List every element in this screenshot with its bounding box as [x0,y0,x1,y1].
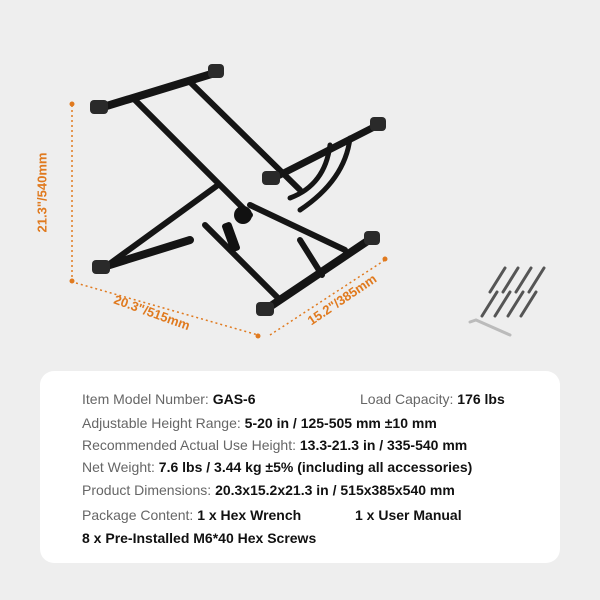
product-dimensions-label: Product Dimensions: [82,482,212,498]
package-item-user-manual: 1 x User Manual [355,507,462,523]
product-dimensions-value: 20.3x15.2x21.3 in / 515x385x540 mm [215,482,455,498]
product-dimensions-row [82,482,455,498]
height-dimension-label: 21.3"/540mm [34,152,50,233]
package-content-label: Package Content: [82,507,194,523]
specifications-card [40,371,560,563]
recommended-height-row [82,437,467,453]
net-weight-label: Net Weight: [82,459,155,475]
recommended-height-value: 13.3-21.3 in / 335-540 mm [299,437,468,453]
recommended-height-label: Recommended Actual Use Height: [82,437,296,453]
net-weight-value: 7.6 lbs / 3.44 kg ±5% (including all accessories) [158,459,473,475]
package-item-hex-wrench: 1 x Hex Wrench [197,507,302,523]
depth-dimension-label: 15.2"/385mm [304,270,380,329]
stand-frame [100,72,378,310]
model-value: GAS-6 [212,391,256,407]
package-content-row [82,507,301,523]
model-label: Item Model Number: [82,391,209,407]
load-row [360,391,505,407]
net-weight-row [82,459,472,475]
adjustable-height-label: Adjustable Height Range: [82,415,241,431]
package-item-manual-row [355,507,462,523]
adjustable-height-value: 5-20 in / 125-505 mm ±10 mm [244,415,437,431]
load-label: Load Capacity: [360,391,454,407]
adjustable-height-row [82,415,437,431]
hex-wrench-icon [470,320,510,335]
screws-icon [482,268,544,316]
package-item-screws: 8 x Pre-Installed M6*40 Hex Screws [82,530,317,546]
load-value: 176 lbs [457,391,505,407]
width-dimension-label: 20.3"/515mm [111,291,193,334]
package-item-screws-row [82,530,316,546]
model-row [82,391,256,407]
